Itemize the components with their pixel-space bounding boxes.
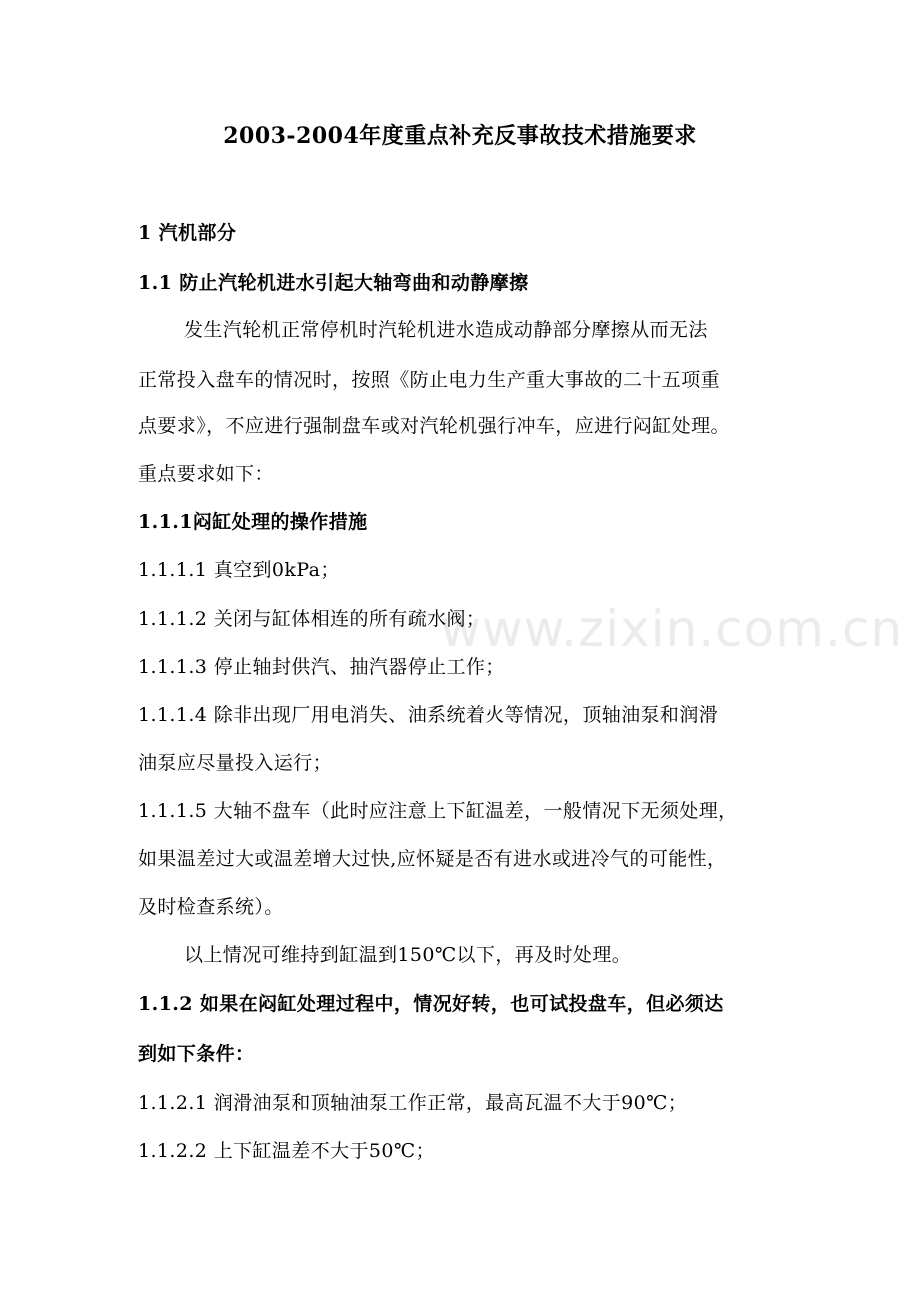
watermark: www.zixin.com.cn — [440, 600, 904, 658]
list-item-continuation: 及时检查系统）。 — [138, 896, 284, 918]
list-item: 1.1.1.3 停止轴封供汽、抽汽器停止工作； — [138, 656, 505, 678]
list-item-continuation: 油泵应尽量投入运行； — [138, 752, 333, 774]
paragraph-line: 正常投入盘车的情况时，按照《防止电力生产重大事故的二十五项重 — [138, 369, 721, 391]
paragraph-line: 以上情况可维持到缸温到150℃以下，再及时处理。 — [184, 944, 632, 966]
list-item: 1.1.1.4 除非出现厂用电消失、油系统着火等情况，顶轴油泵和润滑 — [138, 704, 719, 726]
paragraph-line: 点要求》，不应进行强制盘车或对汽轮机强行冲车，应进行闷缸处理。 — [138, 415, 730, 437]
section-heading-1-1-1: 1.1.1闷缸处理的操作措施 — [138, 511, 368, 533]
list-item: 1.1.2.2 上下缸温差不大于50℃； — [138, 1140, 435, 1162]
paragraph-line: 发生汽轮机正常停机时汽轮机进水造成动静部分摩擦从而无法 — [184, 319, 708, 341]
list-item: 1.1.1.5 大轴不盘车（此时应注意上下缸温差，一般情况下无须处理， — [138, 800, 738, 822]
section-heading-1: 1 汽机部分 — [138, 222, 237, 244]
section-heading-1-1-2: 1.1.2 如果在闷缸处理过程中，情况好转，也可试投盘车，但必须达 — [138, 993, 724, 1015]
list-item: 1.1.1.2 关闭与缸体相连的所有疏水阀； — [138, 608, 486, 630]
section-heading-1-1-2-continuation: 到如下条件： — [138, 1043, 255, 1065]
document-title: 2003-2004年度重点补充反事故技术措施要求 — [223, 123, 697, 149]
list-item: 1.1.1.1 真空到0kPa； — [138, 559, 340, 581]
list-item-continuation: 如果温差过大或温差增大过快,应怀疑是否有进水或进冷气的可能性， — [138, 848, 727, 870]
section-heading-1-1: 1.1 防止汽轮机进水引起大轴弯曲和动静摩擦 — [138, 272, 529, 294]
list-item: 1.1.2.1 润滑油泵和顶轴油泵工作正常，最高瓦温不大于90℃； — [138, 1092, 688, 1114]
paragraph-line: 重点要求如下： — [138, 463, 274, 485]
